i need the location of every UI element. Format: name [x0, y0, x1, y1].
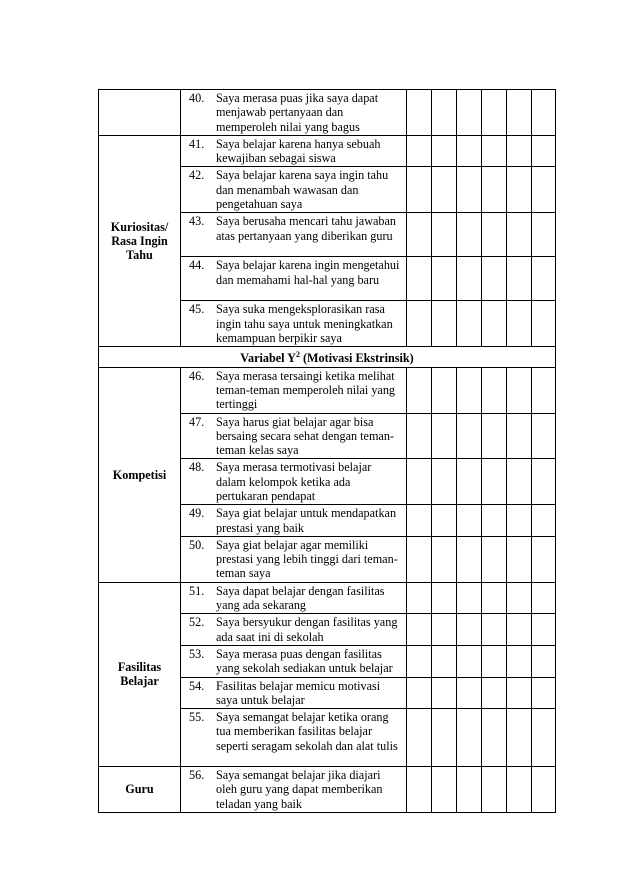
response-cell[interactable]	[482, 167, 507, 213]
response-cell[interactable]	[432, 709, 457, 767]
item-statement: Saya semangat belajar ketika orang tua memberikan fasilitas belajar seperti seragam sekolah dan alat tulis	[216, 710, 398, 753]
response-cell[interactable]	[482, 614, 507, 646]
statement-cell	[181, 167, 407, 213]
response-cell[interactable]	[482, 90, 507, 136]
response-cell[interactable]	[482, 582, 507, 614]
response-cell[interactable]	[482, 135, 507, 167]
response-cell[interactable]	[532, 677, 556, 709]
response-cell[interactable]	[482, 413, 507, 459]
item-statement: Saya bersyukur dengan fasilitas yang ada saat ini di sekolah	[216, 615, 398, 644]
item-statement: Saya dapat belajar dengan fasilitas yang ada sekarang	[216, 583, 385, 613]
questionnaire-table	[98, 89, 556, 813]
statement-cell	[181, 614, 407, 646]
response-cell[interactable]	[482, 213, 507, 257]
response-cell[interactable]	[507, 505, 532, 537]
response-cell[interactable]	[432, 301, 457, 347]
response-cell[interactable]	[482, 536, 507, 582]
response-cell[interactable]	[532, 505, 556, 537]
response-cell[interactable]	[432, 614, 457, 646]
response-cell[interactable]	[407, 767, 432, 813]
statement-cell	[181, 257, 407, 301]
item-statement: Saya merasa tersaingi ketika melihat teman-teman memperoleh nilai yang tertinggi	[216, 368, 396, 412]
item-number: 43.	[189, 214, 205, 229]
statement-cell	[181, 213, 407, 257]
response-cell[interactable]	[457, 767, 482, 813]
response-cell[interactable]	[507, 367, 532, 413]
response-cell[interactable]	[532, 367, 556, 413]
response-cell[interactable]	[482, 257, 507, 301]
response-cell[interactable]	[482, 301, 507, 347]
item-statement: Saya harus giat belajar agar bisa bersaing secara sehat dengan teman-teman kelas saya	[216, 414, 394, 458]
response-cell[interactable]	[457, 536, 482, 582]
response-cell[interactable]	[507, 301, 532, 347]
item-number: 46.	[189, 368, 205, 383]
response-cell[interactable]	[457, 367, 482, 413]
response-cell[interactable]	[407, 135, 432, 167]
response-cell[interactable]	[407, 213, 432, 257]
response-cell[interactable]	[432, 135, 457, 167]
response-cell[interactable]	[482, 459, 507, 505]
item-statement: Fasilitas belajar memicu motivasi saya untuk belajar	[216, 678, 381, 707]
item-statement: Saya giat belajar untuk mendapatkan prestasi yang baik	[216, 506, 397, 535]
response-cell[interactable]	[407, 257, 432, 301]
response-cell[interactable]	[457, 645, 482, 677]
response-cell[interactable]	[457, 677, 482, 709]
indicator-cell: Kompetisi	[99, 367, 181, 582]
response-cell[interactable]	[457, 582, 482, 614]
item-statement: Saya merasa termotivasi belajar dalam kelompok ketika ada pertukaran pendapat	[216, 460, 372, 503]
statement-cell	[181, 582, 407, 614]
item-statement: Saya semangat belajar jika diajari oleh guru yang dapat memberikan teladan yang baik	[216, 768, 383, 811]
response-cell[interactable]	[432, 413, 457, 459]
response-cell[interactable]	[457, 301, 482, 347]
statement-cell	[181, 135, 407, 167]
response-cell[interactable]	[507, 167, 532, 213]
statement-cell	[181, 677, 407, 709]
response-cell[interactable]	[507, 536, 532, 582]
response-cell[interactable]	[532, 536, 556, 582]
item-number: 52.	[189, 615, 205, 630]
response-cell[interactable]	[432, 645, 457, 677]
response-cell[interactable]	[532, 301, 556, 347]
item-statement: Saya merasa puas dengan fasilitas yang sekolah sediakan untuk belajar	[216, 646, 393, 676]
questionnaire-body	[99, 90, 556, 813]
item-number: 42.	[189, 168, 205, 183]
response-cell[interactable]	[507, 677, 532, 709]
response-cell[interactable]	[482, 677, 507, 709]
response-cell[interactable]	[507, 767, 532, 813]
item-number: 54.	[189, 678, 205, 693]
response-cell[interactable]	[432, 257, 457, 301]
response-cell[interactable]	[407, 167, 432, 213]
response-cell[interactable]	[432, 459, 457, 505]
response-cell[interactable]	[532, 459, 556, 505]
response-cell[interactable]	[532, 614, 556, 646]
response-cell[interactable]	[457, 614, 482, 646]
statement-cell	[181, 367, 407, 413]
response-cell[interactable]	[407, 413, 432, 459]
indicator-cell: Fasilitas Belajar	[99, 582, 181, 766]
indicator-cell	[99, 90, 181, 136]
section-header	[99, 347, 556, 367]
response-cell[interactable]	[457, 709, 482, 767]
response-cell[interactable]	[407, 536, 432, 582]
response-cell[interactable]	[407, 582, 432, 614]
statement-cell	[181, 536, 407, 582]
response-cell[interactable]	[407, 459, 432, 505]
response-cell[interactable]	[507, 582, 532, 614]
item-statement: Saya belajar karena hanya sebuah kewajiban sebagai siswa	[216, 136, 381, 166]
response-cell[interactable]	[432, 767, 457, 813]
response-cell[interactable]	[407, 645, 432, 677]
item-number: 44.	[189, 258, 205, 273]
statement-cell	[181, 767, 407, 813]
response-cell[interactable]	[407, 505, 432, 537]
response-cell[interactable]	[507, 213, 532, 257]
response-cell[interactable]	[532, 709, 556, 767]
question-row	[99, 90, 556, 136]
response-cell[interactable]	[507, 459, 532, 505]
response-cell[interactable]	[482, 367, 507, 413]
response-cell[interactable]	[507, 413, 532, 459]
question-row	[99, 135, 556, 167]
item-number: 56.	[189, 768, 205, 783]
response-cell[interactable]	[507, 90, 532, 136]
item-number: 55.	[189, 710, 205, 725]
statement-cell	[181, 645, 407, 677]
question-row	[99, 582, 556, 614]
response-cell[interactable]	[432, 582, 457, 614]
response-cell[interactable]	[532, 645, 556, 677]
response-cell[interactable]	[407, 614, 432, 646]
response-cell[interactable]	[532, 767, 556, 813]
response-cell[interactable]	[532, 213, 556, 257]
statement-cell	[181, 505, 407, 537]
item-number: 51.	[189, 583, 205, 598]
item-number: 48.	[189, 460, 205, 475]
response-cell[interactable]	[432, 367, 457, 413]
question-row	[99, 767, 556, 813]
indicator-cell: Kuriositas/ Rasa Ingin Tahu	[99, 135, 181, 346]
response-cell[interactable]	[507, 614, 532, 646]
response-cell[interactable]	[532, 413, 556, 459]
statement-cell	[181, 90, 407, 136]
response-cell[interactable]	[457, 90, 482, 136]
response-cell[interactable]	[432, 167, 457, 213]
response-cell[interactable]	[482, 505, 507, 537]
statement-cell	[181, 709, 407, 767]
item-number: 53.	[189, 646, 205, 661]
section-row	[99, 347, 556, 367]
section-header-prefix: Variabel Y	[240, 351, 296, 366]
response-cell[interactable]	[457, 213, 482, 257]
response-cell[interactable]	[507, 709, 532, 767]
response-cell[interactable]	[407, 301, 432, 347]
response-cell[interactable]	[457, 505, 482, 537]
section-header-suffix: (Motivasi Ekstrinsik)	[299, 351, 414, 366]
section-header-superscript: 2	[295, 350, 300, 360]
response-cell[interactable]	[482, 645, 507, 677]
item-statement: Saya berusaha mencari tahu jawaban atas pertanyaan yang diberikan guru	[216, 214, 397, 243]
response-cell[interactable]	[507, 645, 532, 677]
response-cell[interactable]	[457, 413, 482, 459]
response-cell[interactable]	[432, 213, 457, 257]
item-number: 41.	[189, 136, 205, 151]
response-cell[interactable]	[432, 677, 457, 709]
item-statement: Saya belajar karena saya ingin tahu dan menambah wawasan dan pengetahuan saya	[216, 168, 389, 212]
response-cell[interactable]	[457, 459, 482, 505]
item-number: 45.	[189, 302, 205, 317]
response-cell[interactable]	[407, 677, 432, 709]
indicator-cell: Guru	[99, 767, 181, 813]
response-cell[interactable]	[457, 257, 482, 301]
response-cell[interactable]	[407, 90, 432, 136]
statement-cell	[181, 413, 407, 459]
item-statement: Saya belajar karena ingin mengetahui dan memahami hal-hal yang baru	[216, 258, 400, 287]
response-cell[interactable]	[532, 90, 556, 136]
item-number: 50.	[189, 537, 205, 552]
item-statement: Saya merasa puas jika saya dapat menjawab pertanyaan dan memperoleh nilai yang bagus	[216, 91, 379, 134]
response-cell[interactable]	[482, 709, 507, 767]
response-cell[interactable]	[432, 90, 457, 136]
response-cell[interactable]	[407, 709, 432, 767]
response-cell[interactable]	[507, 257, 532, 301]
response-cell[interactable]	[532, 135, 556, 167]
response-cell[interactable]	[532, 257, 556, 301]
response-cell[interactable]	[532, 167, 556, 213]
statement-cell	[181, 301, 407, 347]
response-cell[interactable]	[407, 367, 432, 413]
response-cell[interactable]	[482, 767, 507, 813]
item-number: 40.	[189, 91, 205, 105]
response-cell[interactable]	[432, 536, 457, 582]
item-number: 47.	[189, 414, 205, 429]
item-statement: Saya giat belajar agar memiliki prestasi yang lebih tinggi dari teman-teman saya	[216, 537, 398, 581]
response-cell[interactable]	[457, 167, 482, 213]
question-row	[99, 367, 556, 413]
item-statement: Saya suka mengeksplorasikan rasa ingin tahu saya untuk meningkatkan kemampuan berpikir saya	[216, 302, 393, 345]
statement-cell	[181, 459, 407, 505]
response-cell[interactable]	[507, 135, 532, 167]
response-cell[interactable]	[432, 505, 457, 537]
response-cell[interactable]	[532, 582, 556, 614]
item-number: 49.	[189, 506, 205, 521]
response-cell[interactable]	[457, 135, 482, 167]
